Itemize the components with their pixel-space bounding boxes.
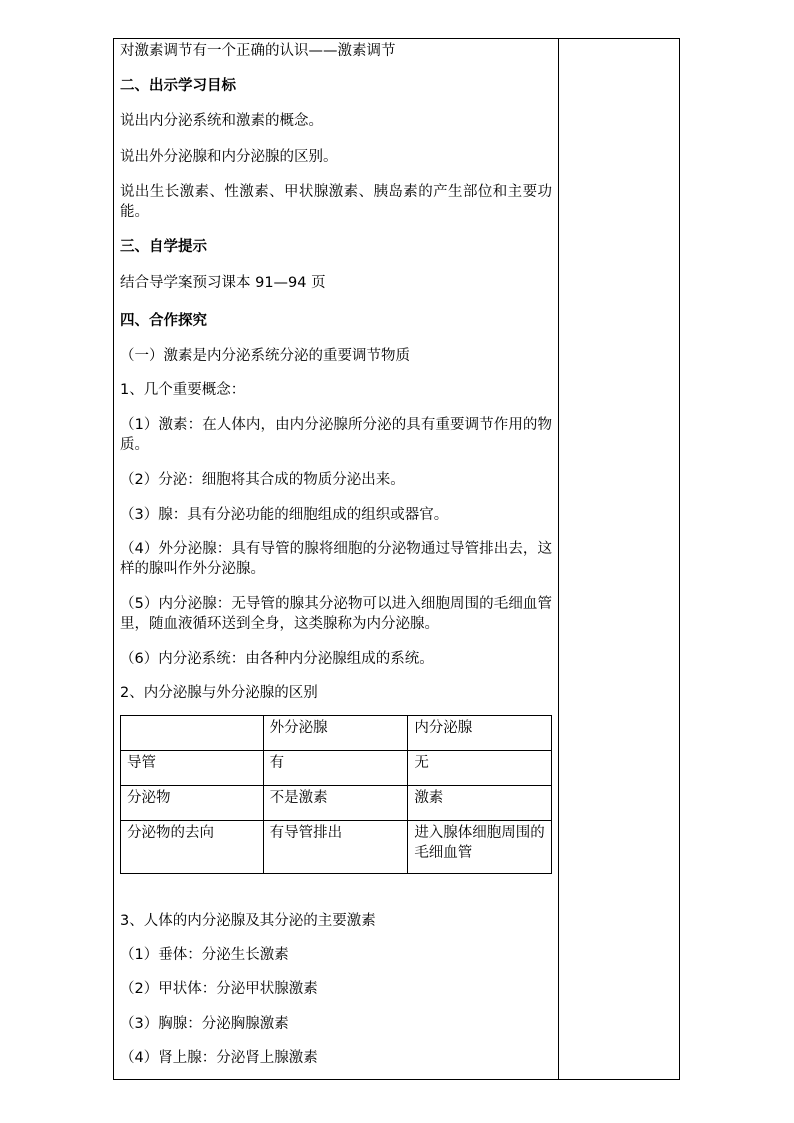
concept-1: （1）激素：在人体内，由内分泌腺所分泌的具有重要调节作用的物质。: [120, 417, 552, 453]
table-cell: 分泌物的去向: [121, 821, 264, 874]
concept-6: （6）内分泌系统：由各种内分泌腺组成的系统。: [120, 651, 434, 667]
page-frame: [113, 38, 680, 1080]
gland-2: （2）甲状体：分泌甲状腺激素: [120, 981, 318, 997]
concepts-title: 1、几个重要概念：: [120, 382, 246, 398]
concept-3: （3）腺：具有分泌功能的细胞组成的组织或器官。: [120, 507, 449, 523]
table-cell: 外分泌腺: [263, 716, 408, 751]
concept-4: （4）外分泌腺：具有导管的腺将细胞的分泌物通过导管排出去，这样的腺叫作外分泌腺。: [120, 541, 552, 577]
table-row: [121, 751, 552, 786]
hint-text: 结合导学案预习课本 91—94 页: [120, 275, 326, 291]
table-row: [121, 786, 552, 821]
gland-1: （1）垂体：分泌生长激素: [120, 947, 289, 963]
intro-line: 对激素调节有一个正确的认识——激素调节: [120, 43, 396, 59]
section-heading-objectives: 二、出示学习目标: [120, 78, 236, 94]
section-heading-explore: 四、合作探究: [120, 313, 207, 329]
table-cell: 内分泌腺: [408, 716, 552, 751]
glands-title: 3、人体的内分泌腺及其分泌的主要激素: [120, 913, 376, 929]
table-cell: 有导管排出: [263, 821, 408, 874]
subsection-title: （一）激素是内分泌系统分泌的重要调节物质: [120, 348, 410, 364]
objective-3: 说出生长激素、性激素、甲状腺激素、胰岛素的产生部位和主要功能。: [120, 184, 552, 220]
table-cell: 激素: [408, 786, 552, 821]
table-row: [121, 821, 552, 874]
table-cell: [121, 716, 264, 751]
comparison-table: [120, 715, 552, 874]
table-cell: 无: [408, 751, 552, 786]
comparison-title: 2、内分泌腺与外分泌腺的区别: [120, 685, 318, 701]
table-cell: 进入腺体细胞周围的毛细血管: [408, 821, 552, 874]
objective-1: 说出内分泌系统和激素的概念。: [120, 113, 323, 129]
table-cell: 导管: [121, 751, 264, 786]
objective-2: 说出外分泌腺和内分泌腺的区别。: [120, 149, 338, 165]
concept-5: （5）内分泌腺：无导管的腺其分泌物可以进入细胞周围的毛细血管里，随血液循环送到全身，这类腺称为内分泌腺。: [120, 596, 552, 632]
concept-2: （2）分泌：细胞将其合成的物质分泌出来。: [120, 472, 405, 488]
column-divider: [558, 39, 559, 1079]
gland-3: （3）胸腺：分泌胸腺激素: [120, 1016, 289, 1032]
table-cell: 有: [263, 751, 408, 786]
gland-4: （4）肾上腺：分泌肾上腺激素: [120, 1050, 318, 1066]
table-header-row: [121, 716, 552, 751]
table-cell: 不是激素: [263, 786, 408, 821]
table-cell: 分泌物: [121, 786, 264, 821]
section-heading-hints: 三、自学提示: [120, 239, 207, 255]
